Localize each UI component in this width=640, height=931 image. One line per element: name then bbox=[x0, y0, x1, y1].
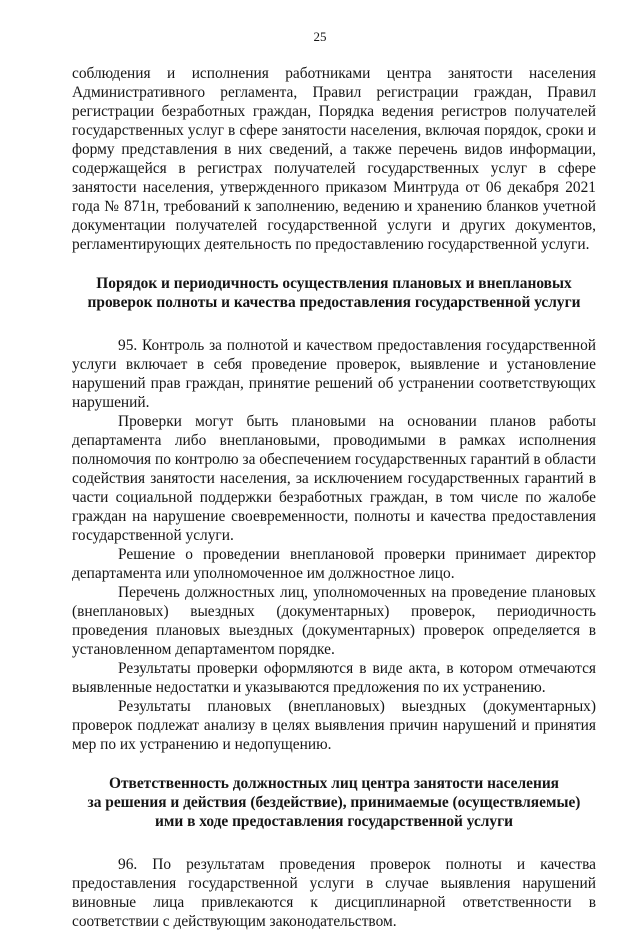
page-content bbox=[72, 64, 596, 931]
heading-line: Ответственность должностных лиц центра занятости населения bbox=[108, 775, 560, 792]
section-heading-responsibility bbox=[72, 774, 596, 831]
intro-paragraph: соблюдения и исполнения работниками центра занятости населения Административного регламента, Правил регистрации граждан, Правил регистрации безработных граждан, Порядка ведения регистров получателей государственных услуг в сфере занятости населения, включая порядок, сроки и форму представления в них сведений, а также перечень видов информации, содержащейся в регистрах получателей государственных услуг в сфере занятости населения, утвержденного приказом Минтруда от 06 декабря 2021 года № 871н, требований к заполнению, ведению и хранению бланков учетной документации получателей государственной услуги и других документов, регламентирующих деятельность по предоставлению государственной услуги. bbox=[72, 65, 596, 253]
heading-line: Порядок и периодичность осуществления плановых и внеплановых bbox=[96, 275, 572, 292]
paragraph-results-analysis: Результаты плановых (внеплановых) выездных (документарных) проверок подлежат анализу в целях выявления причин нарушений и принятия мер по их устранению и недопущению. bbox=[72, 698, 596, 753]
paragraph-inspection-types: Проверки могут быть плановыми на основании планов работы департамента либо внеплановыми, проводимыми в рамках исполнения полномочия по контролю за обеспечением государственных гарантий в области содействия занятости населения, за исключением государственных гарантий в части социальной поддержки безработных граждан, в том числе по жалобе граждан на нарушение своевременности, полноты и качества предоставления государственной услуги. bbox=[72, 413, 596, 544]
paragraph-95: 95. Контроль за полнотой и качеством предоставления государственной услуги включает в себя проведение проверок, выявление и установление нарушений прав граждан, принятие решений об устранении соответствующих нарушений. bbox=[72, 337, 596, 411]
heading-line: за решения и действия (бездействие), принимаемые (осуществляемые) bbox=[87, 794, 581, 811]
paragraph-officials-list: Перечень должностных лиц, уполномоченных на проведение плановых (внеплановых) выездных (документарных) проверок, периодичность проведения плановых выездных (документарных) проверок определяется в установленном департаментом порядке. bbox=[72, 584, 596, 658]
paragraph-unscheduled-decision: Решение о проведении внеплановой проверки принимает директор департамента или уполномоченное им должностное лицо. bbox=[72, 546, 596, 582]
section-heading-inspections bbox=[72, 274, 596, 312]
paragraph-96: 96. По результатам проведения проверок полноты и качества предоставления государственной услуги в случае выявления нарушений виновные лица привлекаются к дисциплинарной ответственности в соответствии с действующим законодательством. bbox=[72, 856, 596, 930]
heading-line: ими в ходе предоставления государственной услуги bbox=[155, 813, 513, 830]
heading-line: проверок полноты и качества предоставления государственной услуги bbox=[87, 294, 581, 311]
paragraph-inspection-results: Результаты проверки оформляются в виде акта, в котором отмечаются выявленные недостатки и указываются предложения по их устранению. bbox=[72, 660, 596, 696]
page-number: 25 bbox=[313, 29, 327, 44]
